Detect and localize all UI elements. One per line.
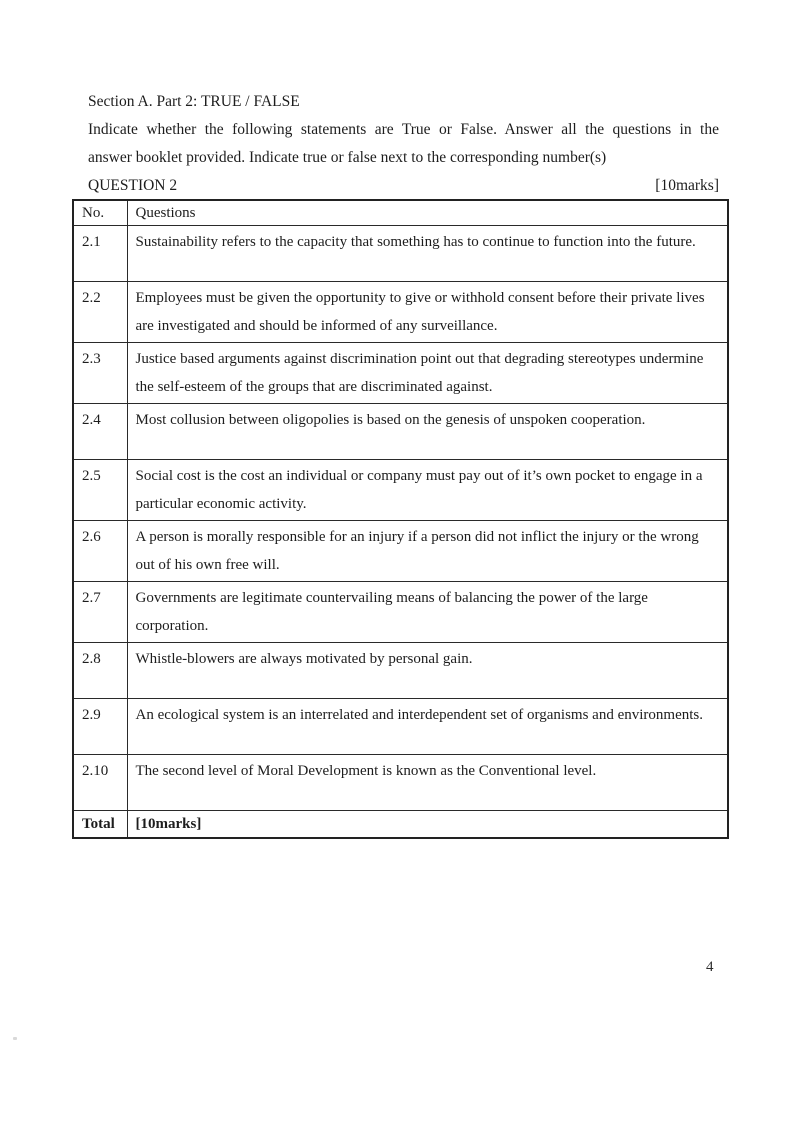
question-text: Employees must be given the opportunity to give or withhold consent before their private lives are investigated and should be informed of any surveillance. <box>127 282 728 343</box>
question-label: QUESTION 2 <box>88 177 178 194</box>
question-text: Most collusion between oligopolies is based on the genesis of unspoken cooperation. <box>127 404 728 460</box>
total-label: Total <box>73 811 127 839</box>
table-row <box>73 699 728 755</box>
table-row <box>73 226 728 282</box>
instructions-line-1: Indicate whether the following statements are True or False. Answer all the questions in the <box>88 121 719 138</box>
question-text: Justice based arguments against discrimination point out that degrading stereotypes undermine the self-esteem of the groups that are discriminated against. <box>127 343 728 404</box>
question-text: Governments are legitimate countervailing means of balancing the power of the large corporation. <box>127 582 728 643</box>
question-number: 2.4 <box>73 404 127 460</box>
question-number: 2.10 <box>73 755 127 811</box>
table-row <box>73 343 728 404</box>
scan-artifact-dot <box>13 1037 17 1040</box>
question-text: The second level of Moral Development is known as the Conventional level. <box>127 755 728 811</box>
question-number: 2.1 <box>73 226 127 282</box>
table-row <box>73 643 728 699</box>
table-row <box>73 282 728 343</box>
column-header-questions: Questions <box>127 200 728 226</box>
page-number: 4 <box>706 959 714 975</box>
table-row <box>73 404 728 460</box>
question-number: 2.2 <box>73 282 127 343</box>
true-false-question-table <box>72 199 729 839</box>
table-row <box>73 521 728 582</box>
table-total-row <box>73 811 728 839</box>
section-title: Section A. Part 2: TRUE / FALSE <box>88 93 300 110</box>
question-number: 2.7 <box>73 582 127 643</box>
question-text: Whistle-blowers are always motivated by personal gain. <box>127 643 728 699</box>
column-header-no: No. <box>73 200 127 226</box>
question-number: 2.5 <box>73 460 127 521</box>
table-row <box>73 460 728 521</box>
question-number: 2.3 <box>73 343 127 404</box>
question-marks: [10marks] <box>655 177 719 194</box>
question-text: An ecological system is an interrelated and interdependent set of organisms and environments. <box>127 699 728 755</box>
question-number: 2.9 <box>73 699 127 755</box>
header-block <box>88 88 719 200</box>
table-row <box>73 755 728 811</box>
question-number: 2.8 <box>73 643 127 699</box>
total-marks: [10marks] <box>127 811 728 839</box>
question-text: Social cost is the cost an individual or company must pay out of it’s own pocket to engage in a particular economic activity. <box>127 460 728 521</box>
instructions-line-2: answer booklet provided. Indicate true or false next to the corresponding number(s) <box>88 149 607 166</box>
question-heading-row <box>88 172 719 200</box>
question-number: 2.6 <box>73 521 127 582</box>
table-header-row <box>73 200 728 226</box>
question-text: A person is morally responsible for an injury if a person did not inflict the injury or the wrong out of his own free will. <box>127 521 728 582</box>
question-text: Sustainability refers to the capacity that something has to continue to function into the future. <box>127 226 728 282</box>
table-row <box>73 582 728 643</box>
